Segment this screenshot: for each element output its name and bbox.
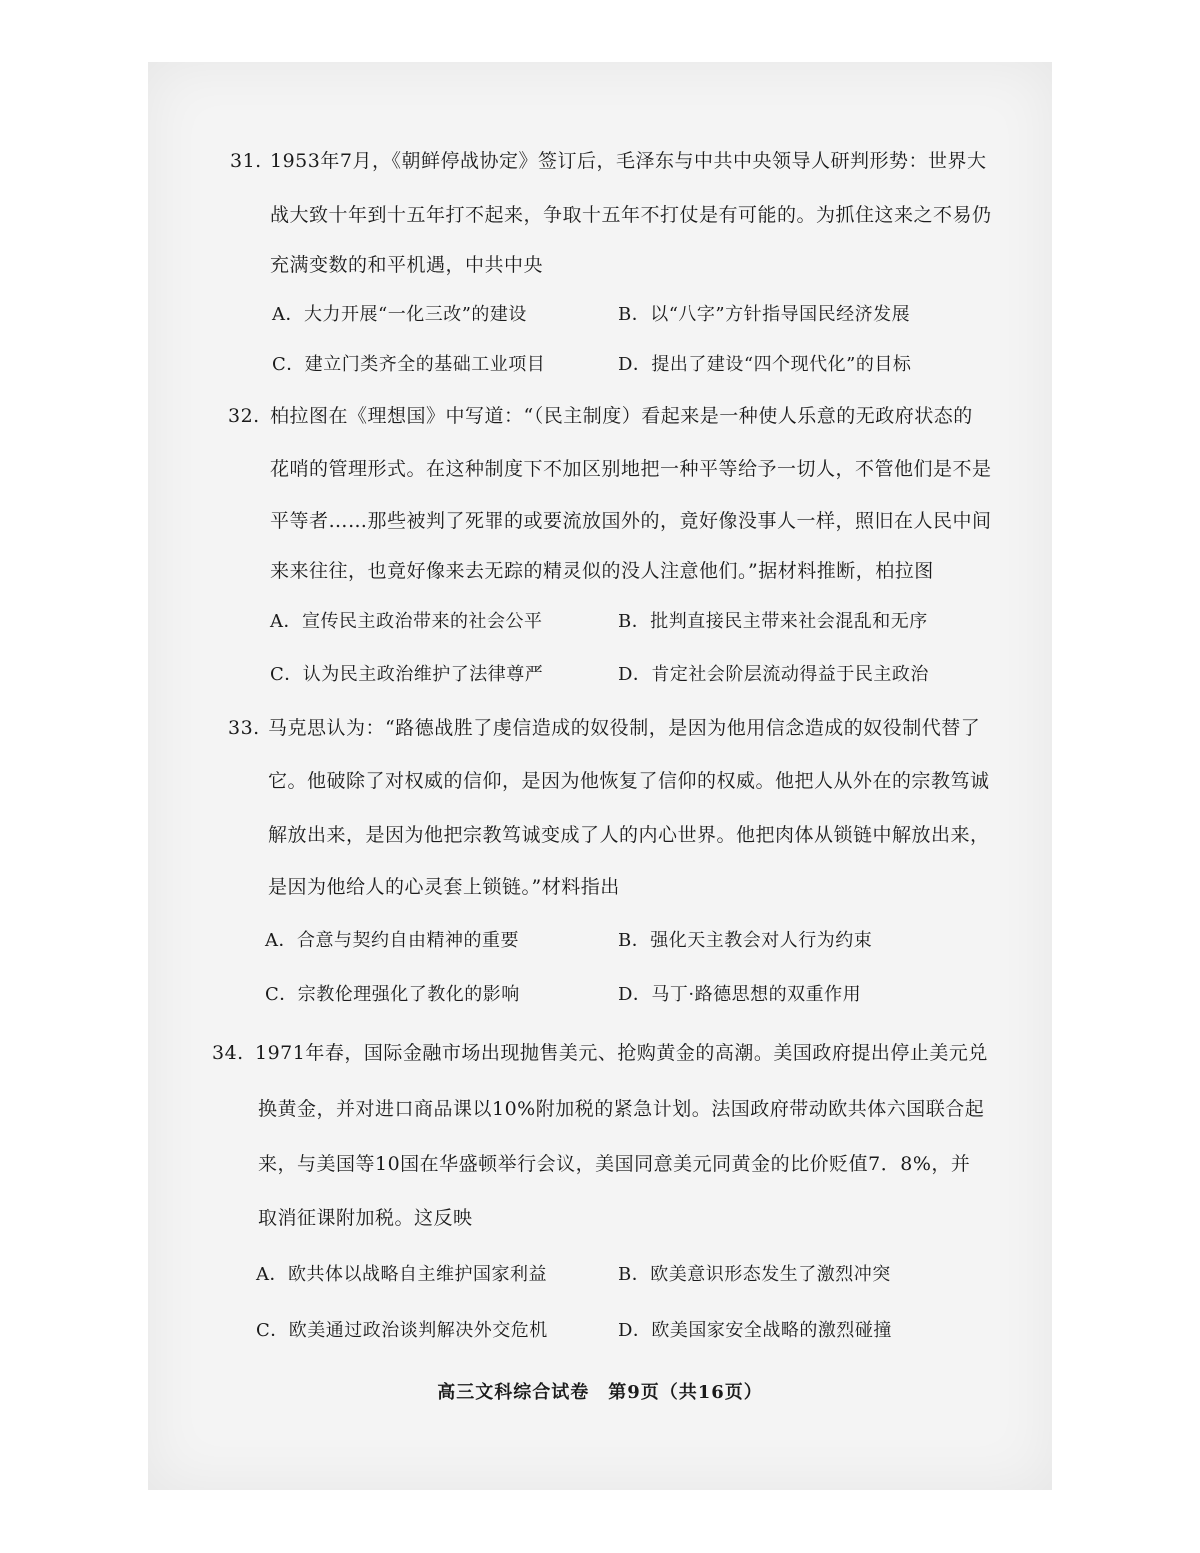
- question-text-line: 是因为他给人的心灵套上锁链。”材料指出: [268, 876, 620, 898]
- question-text-line: 来，与美国等10国在华盛顿举行会议，美国同意美元同黄金的比价贬值7．8%，并: [258, 1153, 971, 1175]
- question-text-line: 战大致十年到十五年打不起来，争取十五年不打仗是有可能的。为抓住这来之不易仍: [270, 204, 992, 226]
- option-a: A．合意与契约自由精神的重要: [265, 930, 519, 951]
- question-text-line: 换黄金，并对进口商品课以10%附加税的紧急计划。法国政府带动欧共体六国联合起: [258, 1098, 985, 1120]
- question-number: 34.: [212, 1042, 244, 1064]
- option-d: D．欧美国家安全战略的激烈碰撞: [618, 1320, 892, 1341]
- option-a: A．宣传民主政治带来的社会公平: [270, 611, 543, 632]
- question-number: 32.: [228, 405, 260, 427]
- option-c: C．宗教伦理强化了教化的影响: [265, 984, 520, 1005]
- question-text-line: 解放出来，是因为他把宗教笃诚变成了人的内心世界。他把肉体从锁链中解放出来，: [268, 824, 990, 846]
- question-text-line: 马克思认为：“路德战胜了虔信造成的奴役制，是因为他用信念造成的奴役制代替了: [268, 717, 981, 739]
- question-number: 33.: [228, 717, 260, 739]
- option-c: C．认为民主政治维护了法律尊严: [270, 664, 544, 685]
- option-c: C．欧美通过政治谈判解决外交危机: [256, 1320, 548, 1341]
- option-b: B．以“八字”方针指导国民经济发展: [618, 304, 911, 325]
- option-b: B．欧美意识形态发生了激烈冲突: [618, 1264, 891, 1285]
- option-d: D．提出了建设“四个现代化”的目标: [618, 354, 912, 375]
- option-c: C．建立门类齐全的基础工业项目: [272, 354, 546, 375]
- question-text-line: 取消征课附加税。这反映: [258, 1207, 473, 1229]
- question-text-line: 它。他破除了对权威的信仰，是因为他恢复了信仰的权威。他把人从外在的宗教笃诚: [268, 770, 990, 792]
- page-footer: 高三文科综合试卷 第9页（共16页）: [437, 1382, 763, 1403]
- question-text-line: 平等者……那些被判了死罪的或要流放国外的，竟好像没事人一样，照旧在人民中间: [270, 510, 992, 532]
- option-a: A．欧共体以战略自主维护国家利益: [256, 1264, 547, 1285]
- option-b: B．强化天主教会对人行为约束: [618, 930, 873, 951]
- option-d: D．肯定社会阶层流动得益于民主政治: [618, 664, 929, 685]
- option-a: A．大力开展“一化三改”的建设: [272, 304, 527, 325]
- option-b: B．批判直接民主带来社会混乱和无序: [618, 611, 928, 632]
- question-text-line: 柏拉图在《理想国》中写道：“（民主制度）看起来是一种使人乐意的无政府状态的: [270, 405, 973, 427]
- question-number: 31.: [230, 150, 262, 172]
- question-text-line: 来来往往，也竟好像来去无踪的精灵似的没人注意他们。”据材料推断，柏拉图: [270, 560, 934, 582]
- question-text-line: 充满变数的和平机遇，中共中央: [270, 254, 544, 276]
- question-text-line: 1953年7月，《朝鲜停战协定》签订后，毛泽东与中共中央领导人研判形势：世界大: [270, 150, 987, 172]
- question-text-line: 1971年春，国际金融市场出现抛售美元、抢购黄金的高潮。美国政府提出停止美元兑: [255, 1042, 988, 1064]
- option-d: D．马丁·路德思想的双重作用: [618, 984, 862, 1005]
- question-text-line: 花哨的管理形式。在这种制度下不加区别地把一种平等给予一切人，不管他们是不是: [270, 458, 992, 480]
